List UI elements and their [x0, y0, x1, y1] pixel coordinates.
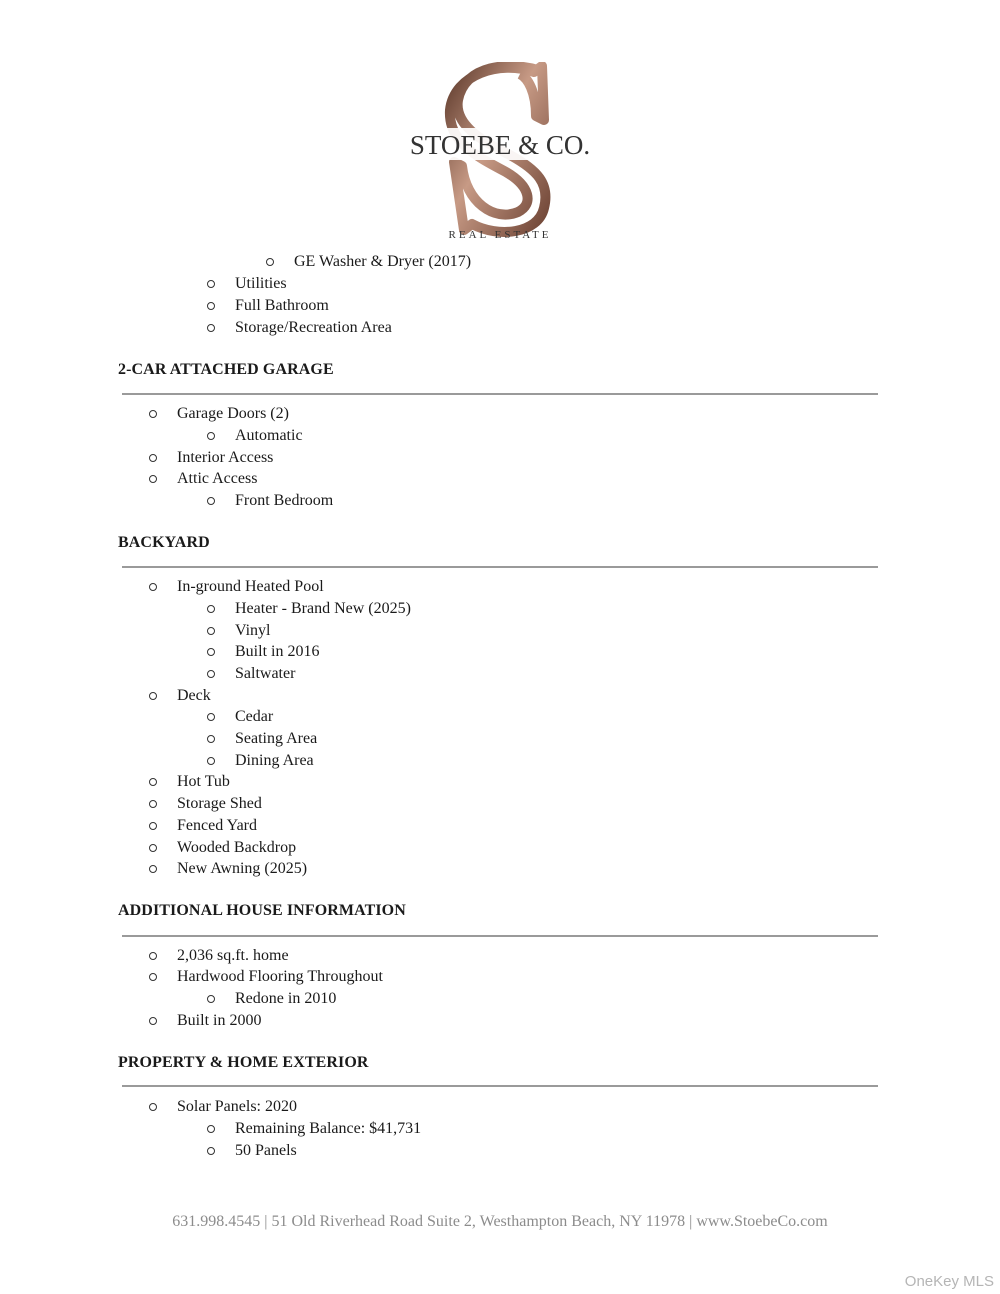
list-item: Built in 2016	[235, 642, 319, 662]
hollow-circle-bullet-icon	[149, 1017, 157, 1025]
list-item: GE Washer & Dryer (2017)	[294, 252, 471, 272]
hollow-circle-bullet-icon	[207, 735, 215, 743]
section-divider	[122, 393, 878, 395]
hollow-circle-bullet-icon	[207, 280, 215, 288]
list-item: Remaining Balance: $41,731	[235, 1119, 421, 1139]
hollow-circle-bullet-icon	[149, 583, 157, 591]
hollow-circle-bullet-icon	[149, 1103, 157, 1111]
hollow-circle-bullet-icon	[266, 258, 274, 266]
hollow-circle-bullet-icon	[149, 454, 157, 462]
list-item: Dining Area	[235, 751, 314, 771]
hollow-circle-bullet-icon	[207, 432, 215, 440]
hollow-circle-bullet-icon	[149, 952, 157, 960]
footer-contact: 631.998.4545 | 51 Old Riverhead Road Suite 2, Westhampton Beach, NY 11978 | www.StoebeCo.com	[172, 1213, 828, 1230]
list-item: Wooded Backdrop	[177, 838, 296, 858]
section-heading-backyard: BACKYARD	[118, 534, 210, 551]
list-item: Vinyl	[235, 621, 270, 641]
hollow-circle-bullet-icon	[149, 865, 157, 873]
hollow-circle-bullet-icon	[207, 1147, 215, 1155]
logo-brand-text: STOEBE & CO.	[410, 130, 590, 160]
hollow-circle-bullet-icon	[149, 844, 157, 852]
list-item: Deck	[177, 686, 211, 706]
list-item: Automatic	[235, 426, 303, 446]
list-item: Built in 2000	[177, 1011, 261, 1031]
hollow-circle-bullet-icon	[207, 497, 215, 505]
hollow-circle-bullet-icon	[207, 1125, 215, 1133]
logo-tagline-text: REAL ESTATE	[448, 229, 552, 241]
hollow-circle-bullet-icon	[207, 713, 215, 721]
list-item: Heater - Brand New (2025)	[235, 599, 411, 619]
section-heading-garage: 2-CAR ATTACHED GARAGE	[118, 361, 334, 378]
hollow-circle-bullet-icon	[149, 410, 157, 418]
section-divider	[122, 566, 878, 568]
list-item: In-ground Heated Pool	[177, 577, 324, 597]
section-heading-additional-info: ADDITIONAL HOUSE INFORMATION	[118, 902, 406, 919]
hollow-circle-bullet-icon	[149, 778, 157, 786]
hollow-circle-bullet-icon	[207, 995, 215, 1003]
list-item: Garage Doors (2)	[177, 404, 289, 424]
hollow-circle-bullet-icon	[149, 692, 157, 700]
hollow-circle-bullet-icon	[207, 302, 215, 310]
section-divider	[122, 935, 878, 937]
hollow-circle-bullet-icon	[149, 475, 157, 483]
list-item: Fenced Yard	[177, 816, 257, 836]
hollow-circle-bullet-icon	[149, 822, 157, 830]
mls-watermark: OneKey MLS	[904, 1273, 994, 1290]
hollow-circle-bullet-icon	[207, 648, 215, 656]
section-divider	[122, 1085, 878, 1087]
list-item: New Awning (2025)	[177, 859, 307, 879]
hollow-circle-bullet-icon	[149, 800, 157, 808]
list-item: 2,036 sq.ft. home	[177, 946, 289, 966]
list-item: 50 Panels	[235, 1141, 297, 1161]
hollow-circle-bullet-icon	[207, 627, 215, 635]
list-item: Storage Shed	[177, 794, 262, 814]
list-item: Attic Access	[177, 469, 257, 489]
list-item: Solar Panels: 2020	[177, 1097, 297, 1117]
list-item: Storage/Recreation Area	[235, 318, 392, 338]
section-heading-exterior: PROPERTY & HOME EXTERIOR	[118, 1054, 369, 1071]
list-item: Redone in 2010	[235, 989, 336, 1009]
hollow-circle-bullet-icon	[149, 973, 157, 981]
hollow-circle-bullet-icon	[207, 757, 215, 765]
hollow-circle-bullet-icon	[207, 324, 215, 332]
list-item: Saltwater	[235, 664, 295, 684]
company-logo	[410, 62, 590, 247]
hollow-circle-bullet-icon	[207, 670, 215, 678]
list-item: Cedar	[235, 707, 273, 727]
list-item: Full Bathroom	[235, 296, 329, 316]
hollow-circle-bullet-icon	[207, 605, 215, 613]
list-item: Front Bedroom	[235, 491, 333, 511]
list-item: Hot Tub	[177, 772, 230, 792]
list-item: Interior Access	[177, 448, 273, 468]
list-item: Utilities	[235, 274, 287, 294]
list-item: Seating Area	[235, 729, 317, 749]
list-item: Hardwood Flooring Throughout	[177, 967, 383, 987]
